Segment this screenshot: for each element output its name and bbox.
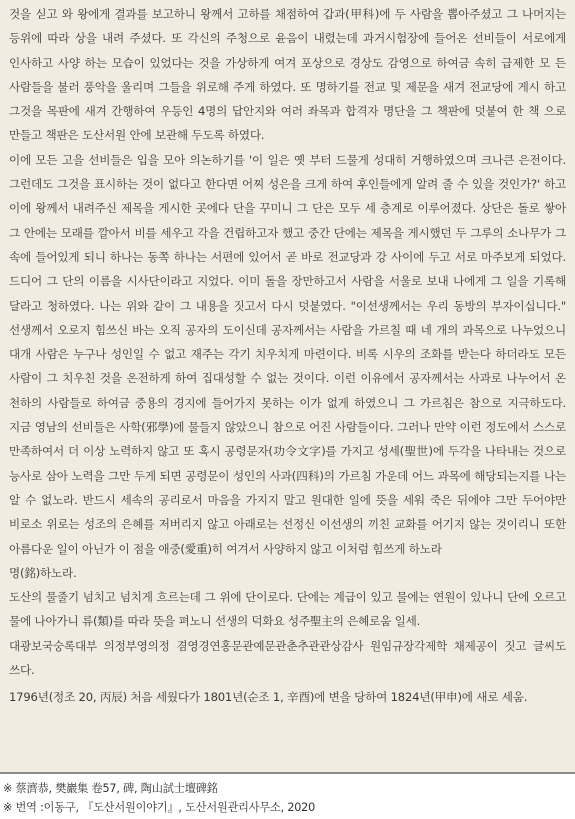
paragraph-report: 것을 싣고 와 왕에게 결과를 보고하니 왕께서 고하를 채점하여 갑과(甲科)에 두 사람을 뽑아주셨고 그 나머지는 등위에 따라 상을 내려 주셨다. 또 각신의 주청으로 윤음이 내렸는데 과거시험장에 들어온 선비들이 서로에게 인사하고 사양 하는 모습이 있었다는 것을 가상하게 여겨 포상으로 경상도 감영으로 하여금 속히 급제한 모 든 사람들을 불러 풍악을 울리며 그들을 위로해 주게 하였다. 또 명하기를 전교 및 제문을 새겨 전교당에 게시 하고 그것을 목판에 새겨 간행하여 우등인 4명의 답안지와 여러 좌목과 합격자 명단을 그 책판에 덧붙여 한 책 으로 만들고 책판은 도산서원 안에 보관해 두도록 하였다. (9, 7, 566, 143)
footnote-translation: ※ 번역 :이동구, 『도산서원이야기』, 도산서원관리사무소, 2020 (3, 801, 315, 814)
footnote-source: ※ 蔡濟恭, 樊巖集 卷57, 碑, 陶山試士壇碑銘 (3, 782, 218, 795)
footnote-divider (0, 772, 575, 774)
paragraph-inscription: 도산의 물줄기 넘치고 넘치게 흐르는데 그 위에 단이로다. 단에는 계급이 있고 물에는 연원이 있나니 단에 오르고 물에 나아가니 류(類)를 따라 뜻을 펴노니 선생의 덕화요 성주聖主의 은혜로움 일세. (9, 590, 566, 629)
paragraph-inscription-heading: 명(銘)하노라. (9, 565, 77, 580)
paragraph-sisadan: 이에 모든 고을 선비들은 입을 모아 의논하기를 '이 일은 옛 부터 드물게 성대히 거행하였으며 크나큰 은전이다. 그런데도 그것을 표시하는 것이 없다고 한다면 어찌 성은을 크게 하여 후인들에게 알려 줄 수 있을 것인가?' 하고 이에 왕께서 내려주신 제목을 게시한 곳에다 단을 꾸미니 그 단은 모두 세 층계로 이루어졌다. 상단은 돌로 쌓아 그 안에는 모래를 깔아서 비를 세우고 각을 건립하고자 했고 중간 단에는 제목을 게시했던 두 그루의 소나무가 그 속에 들어있게 되니 하나는 동쪽 하나는 서편에 있어서 곧 바로 전교당과 강 사이에 두고 서로 마주보게 되었다. 드디어 그 단의 이름을 시사단이라고 지었다. 이미 돌을 장만하고서 사람을 서울로 보내 나에게 그 일을 기록해 달라고 청하였다. 나는 위와 같이 그 내용을 짓고서 다시 덧붙였다. "이선생께서는 우리 동방의 부자이십니다." 선생께서 오로지 힘쓰신 바는 오직 공자의 도이신데 공자께서는 사람을 가르칠 때 네 개의 과목으로 나누었으니 대개 사람은 누구나 성인일 수 없고 재주는 각기 치우치게 마련이다. 비록 시우의 조화를 받는다 하더라도 모든 사람이 그 치우친 것을 온전하게 하여 집대성할 수 없는 것이다. 이런 이유에서 공자께서는 사과로 나누어서 온 천하의 사람들로 하여금 중용의 경지에 들어가지 못하는 이가 없게 하였으니 그 가르침은 참으로 지극하도다. 지금 영남의 선비들은 사학(邪學)에 물들지 않았으니 참으로 어진 사람들이다. 그러나 만약 이런 정도에서 스스로 만족하여서 더 이상 노력하지 않고 또 혹시 공령문자(功令文字)를 가지고 성세(聖世)에 두각을 나타내는 것으로 능사로 삼아 노력을 그만 두게 되면 공령문이 성인의 사과(四科)의 가르침 가운데 어느 과목에 해당되는지를 나는 알 수 없노라. 반드시 세속의 공리로서 마음을 가지지 말고 원대한 일에 뜻을 세워 죽은 뒤에야 그만 두어야만 비로소 위로는 성조의 은혜를 저버리지 않고 아래로는 선정신 이선생의 끼친 교화를 어기지 않는 것이리니 또한 아름다운 일이 아닌가 이 점을 애중(愛重)히 여겨서 사양하지 않고 이처럼 힘쓰게 하노라 (9, 152, 566, 556)
paragraph-author: 대광보국숭록대부 의정부영의정 겸영경연홍문관예문관춘추관관상감사 원임규장각제학 채제공이 짓고 글씨도 쓰다. (9, 638, 566, 678)
paragraph-date: 1796년(정조 20, 丙辰) 처음 세웠다가 1801년(순조 1, 辛酉)에 변을 당하여 1824년(甲申)에 새로 세움. (9, 690, 528, 705)
footnotes (3, 779, 573, 817)
